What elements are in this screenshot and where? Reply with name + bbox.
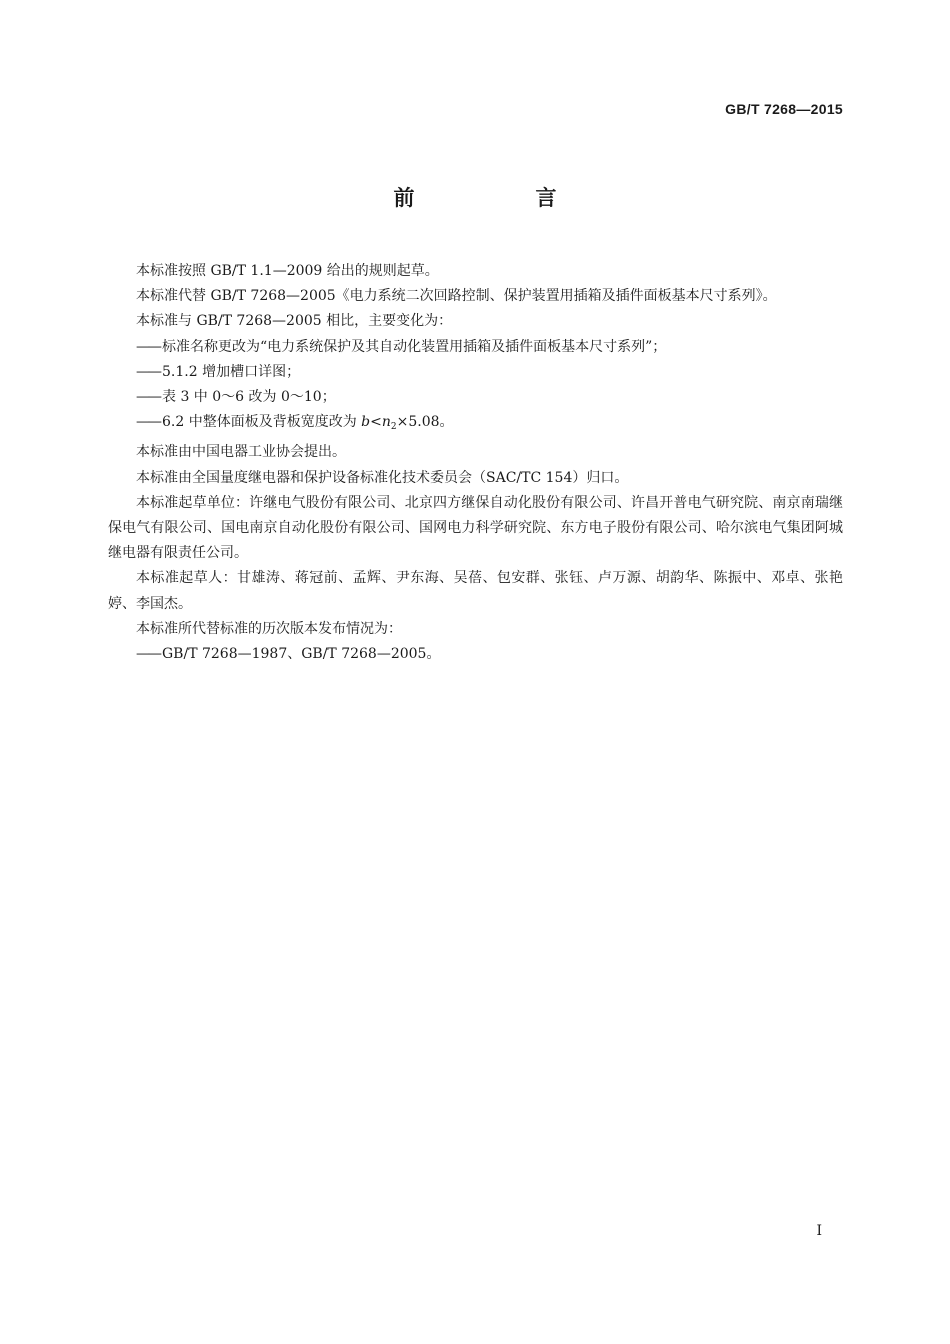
page-title: 前 言	[393, 186, 607, 210]
paragraph-drafters: 本标准起草人：甘雄涛、蒋冠前、孟辉、尹东海、吴蓓、包安群、张钰、卢万源、胡韵华、陈振中、邓卓、张艳婷、李国杰。	[108, 570, 843, 612]
change-item-width	[108, 410, 843, 440]
standard-code: GB/T 7268—2015	[725, 101, 843, 117]
formula-op: <	[370, 414, 382, 431]
formula-var-b: b	[361, 414, 371, 431]
paragraph-under-jurisdiction: 本标准由全国量度继电器和保护设备标准化技术委员会（SAC/TC 154）归口。	[136, 469, 629, 486]
change-item-width-text: 6.2 中整体面板及背板宽度改为	[162, 414, 357, 431]
change-item-name	[108, 335, 843, 360]
formula-sub: 2	[390, 422, 397, 433]
change-item-name-text: 标准名称更改为“电力系统保护及其自动化装置用插箱及插件面板基本尺寸系列”；	[162, 338, 667, 355]
formula-var-n: n	[381, 414, 391, 431]
change-item-slot	[108, 360, 843, 385]
formula-rest: ×5.08。	[396, 414, 454, 431]
change-item-table	[108, 385, 843, 410]
change-item-slot-text: 5.1.2 增加槽口详图；	[162, 363, 301, 380]
history-item-text: GB/T 7268—1987、GB/T 7268—2005。	[162, 646, 441, 663]
paragraph-drafting-units: 本标准起草单位：许继电气股份有限公司、北京四方继保自动化股份有限公司、许昌开普电气研究院、南京南瑞继保电气有限公司、国电南京自动化股份有限公司、国网电力科学研究院、东方电子股份有限公司、哈尔滨电气集团阿城继电器有限责任公司。	[108, 494, 843, 562]
paragraph-replaces: 本标准代替 GB/T 7268—2005《电力系统二次回路控制、保护装置用插箱及插件面板基本尺寸系列》。	[136, 288, 777, 305]
paragraph-proposed-by: 本标准由中国电器工业协会提出。	[136, 444, 346, 461]
paragraph-drafting-rules: 本标准按照 GB/T 1.1—2009 给出的规则起草。	[136, 263, 439, 279]
paragraph-changes-intro: 本标准与 GB/T 7268—2005 相比，主要变化为：	[136, 313, 453, 330]
change-item-table-text: 表 3 中 0～6 改为 0～10；	[162, 389, 336, 406]
paragraph-history-intro: 本标准所代替标准的历次版本发布情况为：	[136, 620, 402, 637]
page-number: I	[816, 1223, 822, 1239]
foreword-body	[108, 259, 843, 667]
history-item	[108, 642, 843, 667]
